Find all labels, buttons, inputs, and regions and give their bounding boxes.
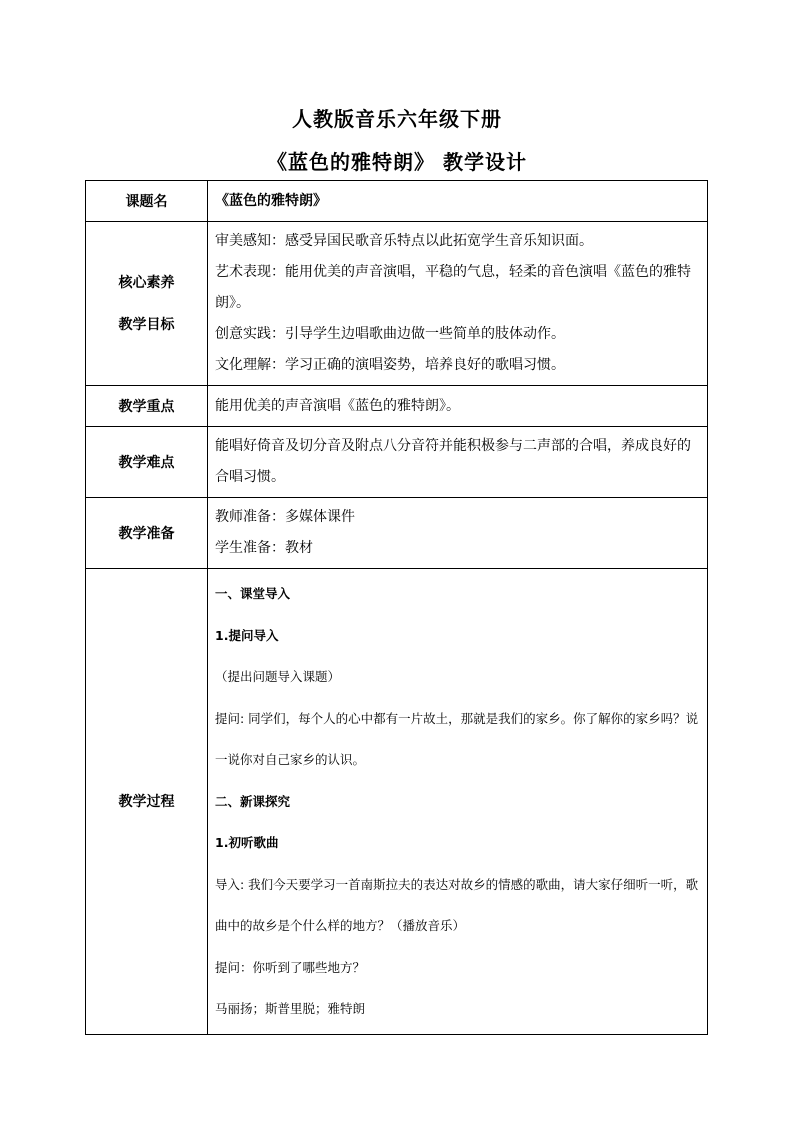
document-title: 人教版音乐六年级下册 <box>292 107 502 131</box>
preparation-student: 学生准备：教材 <box>215 540 313 556</box>
goal-aesthetic: 审美感知：感受异国民歌音乐特点以此拓宽学生音乐知识面。 <box>215 233 593 249</box>
key-point-label: 教学重点 <box>86 386 208 427</box>
row-preparation <box>86 498 708 569</box>
topic-label: 课题名 <box>86 181 208 222</box>
lesson-plan-table <box>85 180 708 1035</box>
process-paragraph: 提问：你听到了哪些地方？ <box>215 959 366 975</box>
process-step-heading: 1.初听歌曲 <box>215 835 279 850</box>
goal-creative: 创意实践：引导学生边唱歌曲边做一些简单的肢体动作。 <box>215 326 565 342</box>
process-content <box>208 569 708 1035</box>
process-step-heading: 1.提问导入 <box>215 627 279 643</box>
process-section-heading: 二、新课探究 <box>215 793 291 809</box>
row-key-point <box>86 386 708 427</box>
process-label: 教学过程 <box>86 569 208 1035</box>
goals-label-line2: 教学目标 <box>118 316 175 333</box>
topic-value: 《蓝色的雅特朗》 <box>208 181 708 222</box>
difficulty-label: 教学难点 <box>86 427 208 498</box>
document-subtitle: 《蓝色的雅特朗》 教学设计 <box>267 150 527 174</box>
row-goals <box>86 222 708 386</box>
process-paragraph: 提问: 同学们，每个人的心中都有一片故土，那就是我们的家乡。你了解你的家乡吗？说一说你对自己家乡的认识。 <box>215 710 699 767</box>
row-topic <box>86 181 708 222</box>
preparation-teacher: 教师准备：多媒体课件 <box>215 509 355 525</box>
row-difficulty <box>86 427 708 498</box>
difficulty-value <box>208 427 708 498</box>
goals-label-line1: 核心素养 <box>118 274 175 291</box>
process-section-heading: 一、课堂导入 <box>215 586 291 601</box>
goal-artistic: 艺术表现：能用优美的声音演唱，平稳的气息，轻柔的音色演唱《蓝色的雅特朗》。 <box>215 264 691 311</box>
preparation-label: 教学准备 <box>86 498 208 569</box>
key-point-value: 能用优美的声音演唱《蓝色的雅特朗》。 <box>208 386 708 427</box>
row-process <box>86 569 708 1035</box>
process-paragraph: 马丽扬；斯普里脱；雅特朗 <box>215 1001 366 1016</box>
process-paragraph: （提出问题导入课题） <box>215 669 341 684</box>
goal-cultural: 文化理解：学习正确的演唱姿势，培养良好的歌唱习惯。 <box>215 357 565 373</box>
process-paragraph: 导入: 我们今天要学习一首南斯拉夫的表达对故乡的情感的歌曲，请大家仔细听一听，歌曲中的故乡是个什么样的地方？（播放音乐） <box>215 876 699 933</box>
goals-label <box>86 222 208 386</box>
preparation-content <box>208 498 708 569</box>
goals-content <box>208 222 708 386</box>
difficulty-text: 能唱好倚音及切分音及附点八分音符并能积极参与二声部的合唱，养成良好的合唱习惯。 <box>215 438 691 485</box>
